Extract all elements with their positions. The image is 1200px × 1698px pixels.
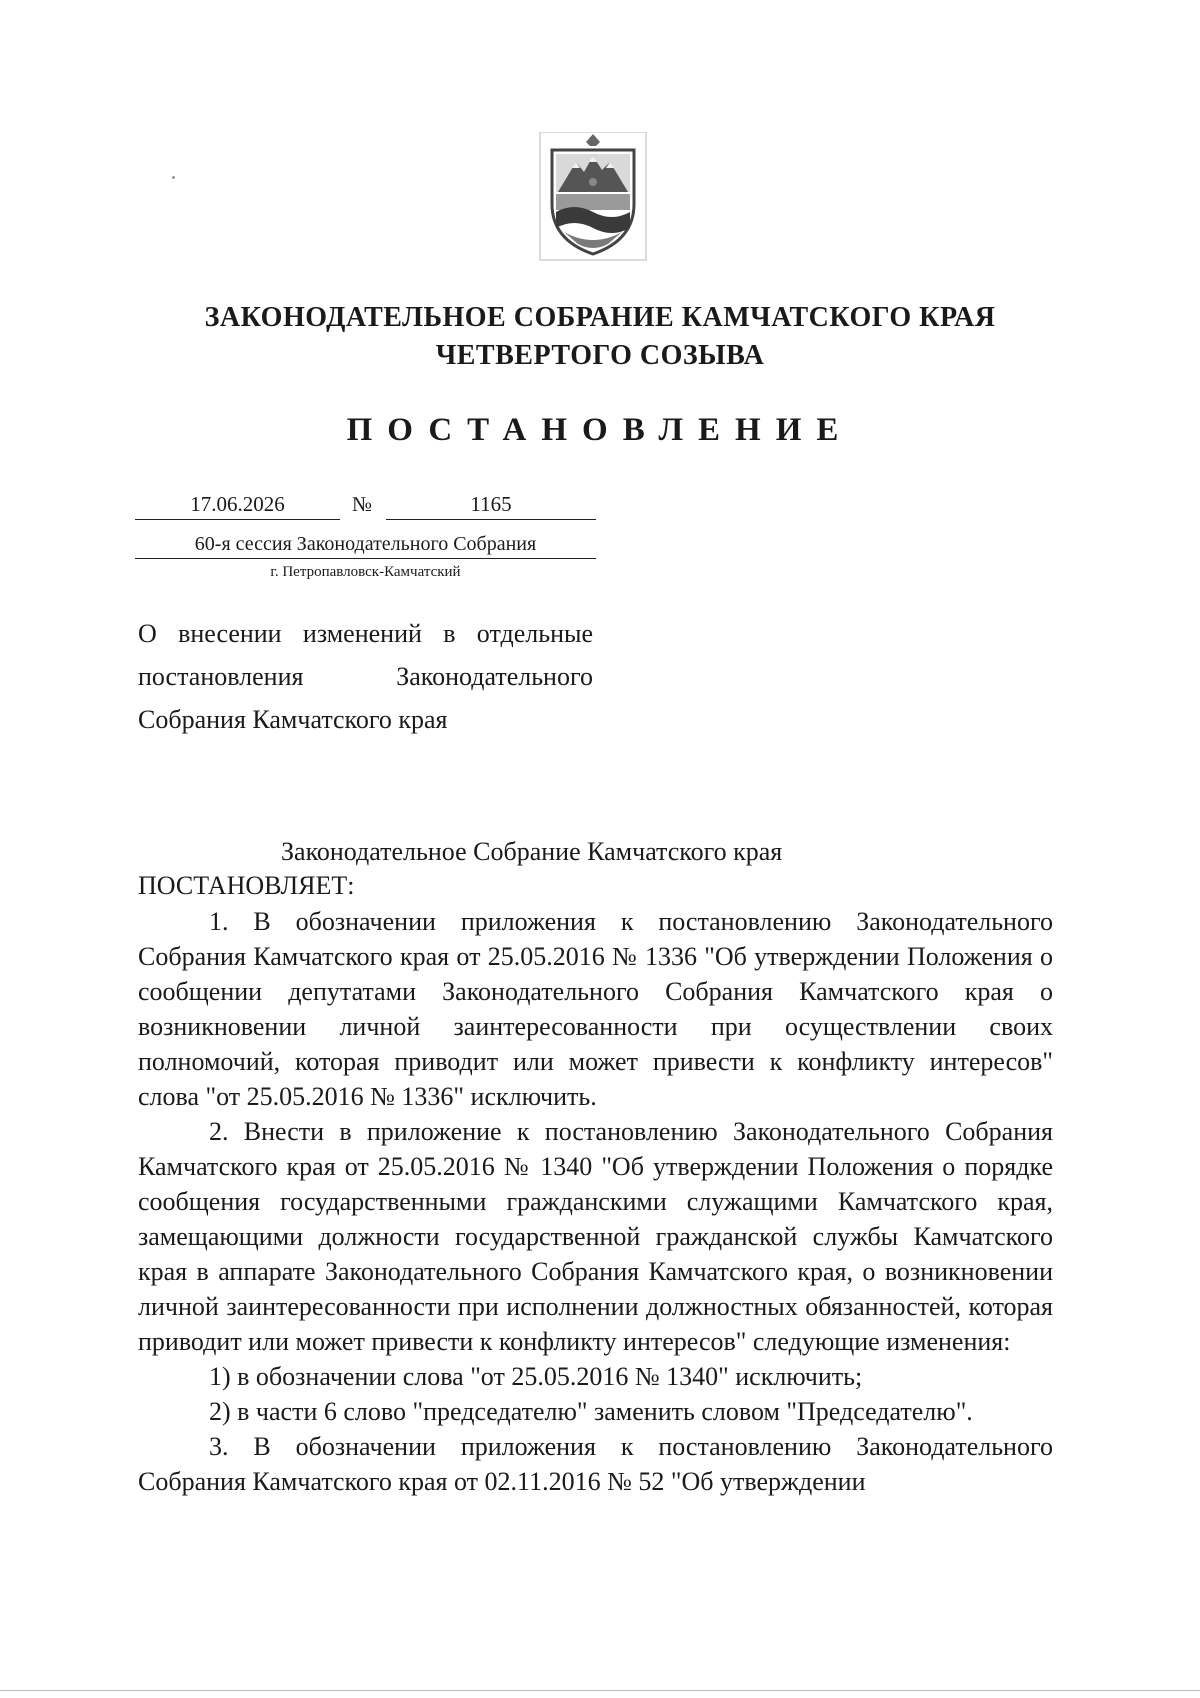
body-paragraph-1: 1. В обозначении приложения к постановлению Законодательного Собрания Камчатского края от 25.05.2016 № 1336 "Об утверждении Положения о сообщении депутатами Законодательного Собрания Камчатского края о возникновении личной заинтересованности при осуществлении своих полномочий, которая приводит или может привести к конфликту интересов" слова "от 25.05.2016 № 1336" исключить.: [138, 907, 1053, 1111]
kamchatka-coat-of-arms-emblem: [538, 132, 648, 262]
resolution-body: [138, 904, 1053, 1499]
subject-line-2: постановления Законодательного: [138, 662, 593, 691]
scan-speck: [172, 176, 175, 179]
body-paragraph-2-item-1: 1) в обозначении слова "от 25.05.2016 № 1340" исключить;: [209, 1362, 863, 1391]
body-paragraph-3: 3. В обозначении приложения к постановлению Законодательного Собрания Камчатского края от 02.11.2016 № 52 "Об утверждении: [138, 1432, 1053, 1496]
subject-line-3: Собрания Камчатского края: [138, 705, 448, 734]
resolution-subject: [138, 612, 593, 741]
body-paragraph-2: 2. Внести в приложение к постановлению Законодательного Собрания Камчатского края от 25.05.2016 № 1340 "Об утверждении Положения о порядке сообщения государственными гражданскими служащими Камчатского края, замещающими должности государственной гражданской службы Камчатского края в аппарате Законодательного Собрания Камчатского края, о возникновении личной заинтересованности при исполнении должностных обязанностей, которая приводит или может привести к конфликту интересов" следующие изменения:: [138, 1117, 1053, 1356]
resolution-number: 1165: [386, 492, 596, 520]
resolution-date: 17.06.2026: [135, 492, 340, 520]
page-bottom-edge: [0, 1690, 1200, 1691]
intro-resolves: ПОСТАНОВЛЯЕТ:: [138, 871, 355, 900]
document-type-title: ПОСТАНОВЛЕНИЕ: [346, 412, 854, 448]
number-sign: №: [352, 492, 373, 516]
body-paragraph-2-item-2: 2) в части 6 слово "председателю" заменить словом "Председателю".: [209, 1397, 973, 1426]
city-line: г. Петропавловск-Камчатский: [270, 564, 461, 580]
session-line: 60-я сессия Законодательного Собрания: [135, 533, 596, 559]
organization-name: ЗАКОНОДАТЕЛЬНОЕ СОБРАНИЕ КАМЧАТСКОГО КРАЯ: [204, 302, 996, 333]
subject-line-1: О внесении изменений в отдельные: [138, 619, 593, 648]
resolution-intro: [138, 835, 1053, 903]
intro-assembly: Законодательное Собрание Камчатского края: [281, 837, 783, 866]
convocation-line: ЧЕТВЕРТОГО СОЗЫВА: [435, 340, 765, 371]
